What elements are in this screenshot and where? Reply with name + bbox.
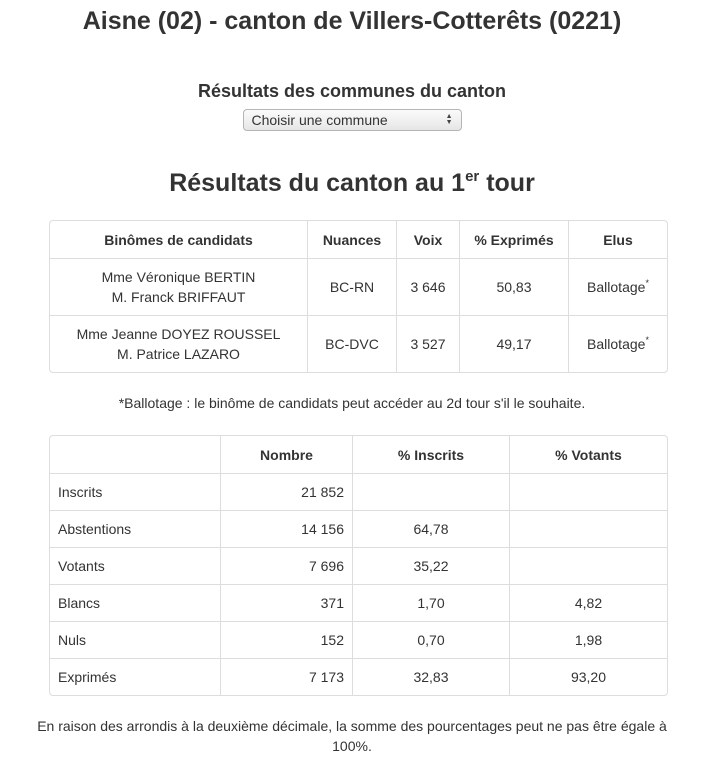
col-header-pct-exprimes: % Exprimés [459, 221, 568, 258]
candidates-header-row [50, 221, 667, 258]
candidate-name: Mme Jeanne DOYEZ ROUSSEL [76, 326, 281, 342]
stat-nombre: 14 156 [220, 510, 352, 547]
commune-select[interactable] [243, 109, 462, 131]
commune-select-row [0, 109, 704, 133]
elus-status: Ballotage [587, 279, 646, 295]
pct-exprimes-cell: 50,83 [459, 258, 568, 315]
col-header-nuances: Nuances [307, 221, 396, 258]
col-header-elus: Elus [568, 221, 667, 258]
candidate-name: M. Patrice LAZARO [117, 346, 240, 362]
stat-label: Votants [50, 547, 220, 584]
stat-label: Blancs [50, 584, 220, 621]
ballotage-mark: * [645, 335, 649, 345]
col-header-pct-inscrits: % Inscrits [352, 436, 509, 473]
table-row [50, 258, 667, 315]
stat-label: Inscrits [50, 473, 220, 510]
stat-label: Abstentions [50, 510, 220, 547]
table-row [50, 584, 667, 621]
elus-cell [568, 315, 667, 372]
nuance-cell: BC-RN [307, 258, 396, 315]
table-row [50, 315, 667, 372]
voix-cell: 3 527 [396, 315, 459, 372]
stat-pct-inscrits: 1,70 [352, 584, 509, 621]
nuance-cell: BC-DVC [307, 315, 396, 372]
candidate-pair [50, 258, 307, 315]
elus-cell [568, 258, 667, 315]
stat-pct-inscrits: 0,70 [352, 621, 509, 658]
elus-status: Ballotage [587, 336, 646, 352]
stat-pct-inscrits: 64,78 [352, 510, 509, 547]
candidates-table [49, 220, 668, 373]
col-header-pct-votants: % Votants [509, 436, 667, 473]
table-row [50, 473, 667, 510]
stat-label: Nuls [50, 621, 220, 658]
canton-heading-sup: er [465, 168, 480, 185]
stat-pct-inscrits [352, 473, 509, 510]
col-header-voix: Voix [396, 221, 459, 258]
stats-header-row [50, 436, 667, 473]
stat-pct-inscrits: 35,22 [352, 547, 509, 584]
canton-results-heading [0, 168, 704, 198]
stats-table [49, 435, 668, 696]
stat-nombre: 371 [220, 584, 352, 621]
ballotage-note: *Ballotage : le binôme de candidats peut accéder au 2d tour s'il le souhaite. [118, 395, 586, 411]
stat-nombre: 21 852 [220, 473, 352, 510]
stat-label: Exprimés [50, 658, 220, 695]
stat-pct-votants: 4,82 [509, 584, 667, 621]
table-row [50, 658, 667, 695]
stat-pct-inscrits: 32,83 [352, 658, 509, 695]
canton-heading-main: Résultats du canton au 1 [169, 169, 466, 197]
candidate-pair [50, 315, 307, 372]
stat-pct-votants: 93,20 [509, 658, 667, 695]
table-row [50, 547, 667, 584]
stat-pct-votants [509, 473, 667, 510]
table-row [50, 510, 667, 547]
table-row [50, 621, 667, 658]
col-header-binomes: Binômes de candidats [104, 231, 253, 248]
stat-nombre: 152 [220, 621, 352, 658]
stat-nombre: 7 173 [220, 658, 352, 695]
commune-select-value: Choisir une commune [251, 112, 388, 128]
stat-pct-votants: 1,98 [509, 621, 667, 658]
stat-pct-votants [509, 547, 667, 584]
col-header-empty [50, 436, 220, 473]
canton-heading-tail: tour [479, 169, 535, 197]
ballotage-mark: * [645, 278, 649, 288]
select-arrows-icon: ▲ ▼ [445, 113, 453, 126]
communes-heading: Résultats des communes du canton [197, 81, 507, 101]
stat-nombre: 7 696 [220, 547, 352, 584]
pct-exprimes-cell: 49,17 [459, 315, 568, 372]
stat-pct-votants [509, 510, 667, 547]
voix-cell: 3 646 [396, 258, 459, 315]
rounding-note: En raison des arrondis à la deuxième décimale, la somme des pourcentages peut ne pas être égale à 100%. [37, 718, 667, 754]
page-title: Aisne (02) - canton de Villers-Cotterêts (0221) [82, 7, 622, 35]
col-header-nombre: Nombre [220, 436, 352, 473]
candidate-name: M. Franck BRIFFAUT [111, 289, 246, 305]
candidate-name: Mme Véronique BERTIN [101, 269, 256, 285]
